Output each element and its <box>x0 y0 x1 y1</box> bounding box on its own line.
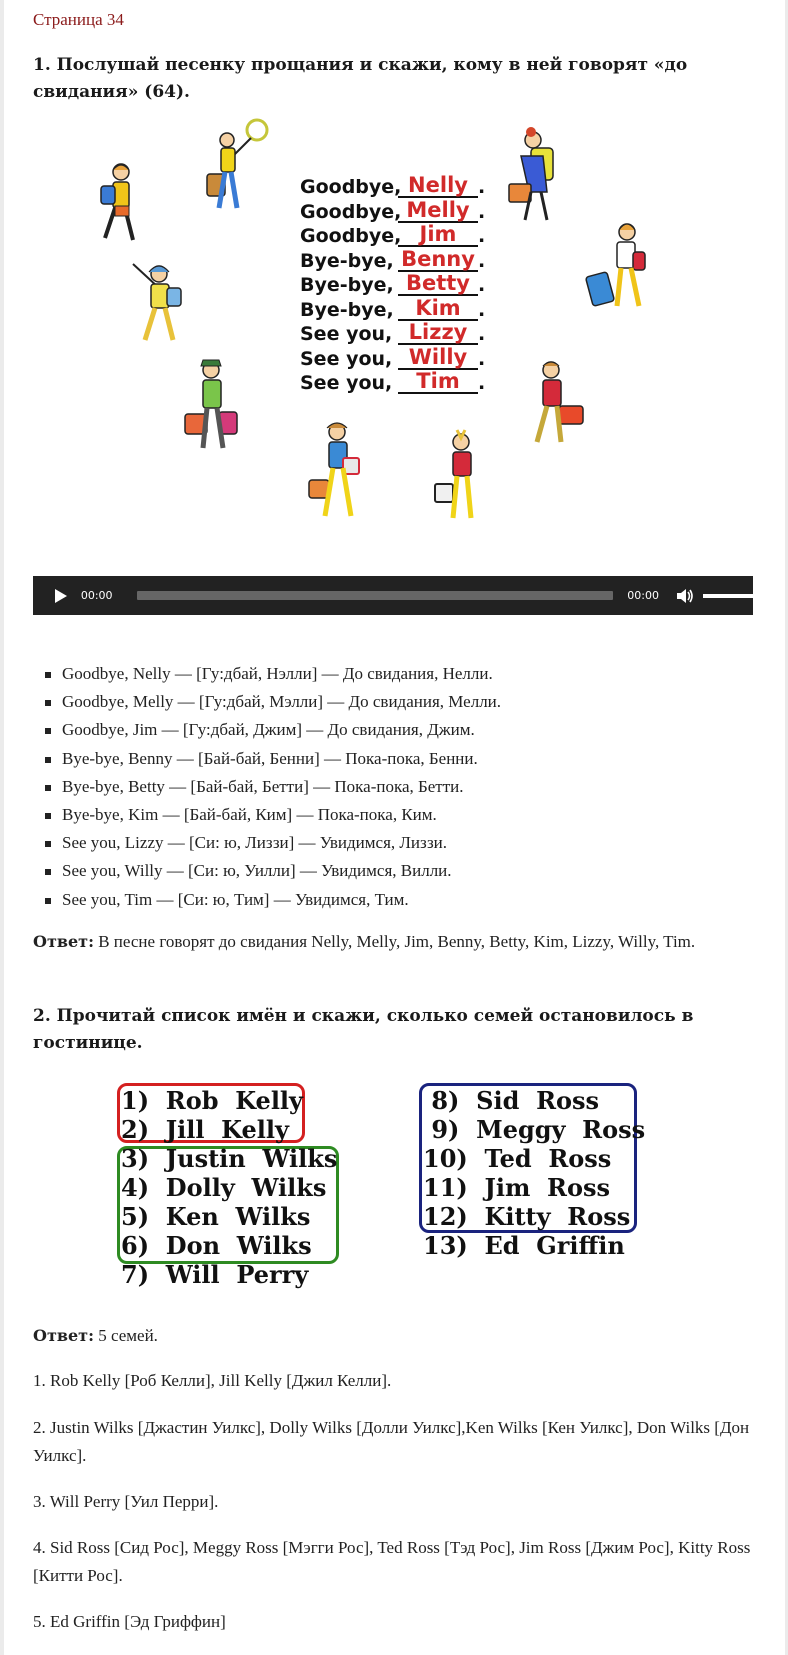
name-item: 6) Don Wilks <box>121 1231 312 1260</box>
child-with-net-illustration <box>201 118 271 214</box>
child-with-trolley-illustration <box>583 218 655 320</box>
child-with-fishing-rod-illustration <box>129 258 193 348</box>
task2-title: 2. Прочитай список имён и скажи, сколько семей остановилось в гостинице. <box>33 1006 694 1053</box>
song-line: See you, Lizzy . <box>300 320 486 345</box>
list-item: Goodbye, Nelly — [Гу:дбай, Нэлли] — До свидания, Нелли. <box>33 660 501 688</box>
name-item: 5) Ken Wilks <box>121 1202 311 1231</box>
girl-with-basket-illustration <box>431 428 493 524</box>
answer-label: Ответ: <box>33 1326 94 1345</box>
volume-slider[interactable] <box>703 589 753 603</box>
boy-with-bags-illustration <box>183 358 247 458</box>
answer-label: Ответ: <box>33 932 94 951</box>
song-line: See you, Tim . <box>300 369 486 394</box>
task2-answer <box>33 1322 751 1350</box>
page-label: Страница 34 <box>33 10 124 29</box>
answer-text: 5 семей. <box>93 1326 158 1345</box>
song-answer: Betty <box>398 272 478 296</box>
boy-with-basket-illustration <box>305 418 371 522</box>
task1-answer <box>33 928 751 956</box>
name-item: 1) Rob Kelly <box>121 1086 303 1115</box>
volume-icon[interactable] <box>675 586 695 606</box>
page-edge-left <box>0 0 4 1655</box>
song-answer: Nelly <box>398 174 478 198</box>
song-answer: Kim <box>398 297 478 321</box>
list-item: Bye-bye, Kim — [Бай-бай, Ким] — Пока-пока, Ким. <box>33 801 501 829</box>
name-item: 11) Jim Ross <box>423 1173 611 1202</box>
play-icon[interactable] <box>49 584 73 608</box>
song-line: Goodbye, Nelly . <box>300 173 486 198</box>
name-item: 8) Sid Ross <box>423 1086 600 1115</box>
song-line: Goodbye, Jim . <box>300 222 486 247</box>
list-item: See you, Tim — [Си: ю, Тим] — Увидимся, Тим. <box>33 886 501 914</box>
song-line: Bye-bye, Betty . <box>300 271 486 296</box>
song-answer: Lizzy <box>398 321 478 345</box>
song-line: Bye-bye, Benny . <box>300 246 486 272</box>
list-item: Bye-bye, Betty — [Бай-бай, Бетти] — Пока-пока, Бетти. <box>33 773 501 801</box>
song-line: Goodbye, Melly . <box>300 197 486 223</box>
name-item: 7) Will Perry <box>121 1260 309 1289</box>
song-answer: Jim <box>398 223 478 247</box>
name-item: 4) Dolly Wilks <box>121 1173 327 1202</box>
name-item: 9) Meggy Ross <box>423 1115 646 1144</box>
song-line: Bye-bye, Kim . <box>300 295 486 321</box>
name-item: 3) Justin Wilks <box>121 1144 338 1173</box>
list-item: Goodbye, Jim — [Гу:дбай, Джим] — До свидания, Джим. <box>33 716 501 744</box>
vocab-list <box>33 660 501 914</box>
audio-duration: 00:00 <box>627 589 659 602</box>
family-line: 2. Justin Wilks [Джастин Уилкс], Dolly Wilks [Долли Уилкс],Ken Wilks [Кен Уилкс], Don Wilks [Дон Уилкс]. <box>33 1418 750 1465</box>
song-answer: Melly <box>398 199 478 223</box>
family-line: 4. Sid Ross [Сид Рос], Meggy Ross [Мэгги Рос], Ted Ross [Тэд Рос], Jim Ross [Джим Рос], Kitty Ross [Китти Рос]. <box>33 1538 751 1585</box>
name-item: 12) Kitty Ross <box>423 1202 631 1231</box>
audio-progress-bar[interactable] <box>137 591 614 600</box>
name-item: 2) Jill Kelly <box>121 1115 289 1144</box>
song-answer: Benny <box>398 248 478 272</box>
answer-text: В песне говорят до свидания Nelly, Melly, Jim, Benny, Betty, Kim, Lizzy, Willy, Tim. <box>93 932 696 951</box>
list-item: See you, Lizzy — [Си: ю, Лиззи] — Увидимся, Лиззи. <box>33 829 501 857</box>
list-item: See you, Willy — [Си: ю, Уилли] — Увидимся, Вилли. <box>33 857 501 885</box>
family-line: 5. Ed Griffin [Эд Гриффин] <box>33 1612 226 1631</box>
girl-with-suitcase-illustration <box>503 126 571 226</box>
name-item: 13) Ed Griffin <box>423 1231 625 1260</box>
names-list-illustration <box>33 1080 753 1300</box>
song-illustration <box>33 118 753 558</box>
song-answer: Tim <box>398 370 478 394</box>
list-item: Bye-bye, Benny — [Бай-бай, Бенни] — Пока-пока, Бенни. <box>33 745 501 773</box>
list-item: Goodbye, Melly — [Гу:дбай, Мэлли] — До свидания, Мелли. <box>33 688 501 716</box>
song-line: See you, Willy . <box>300 344 486 370</box>
family-line: 1. Rob Kelly [Роб Келли], Jill Kelly [Джил Келли]. <box>33 1371 392 1390</box>
audio-current-time: 00:00 <box>80 589 113 602</box>
song-answer: Willy <box>398 346 478 370</box>
child-with-backpack-illustration <box>91 160 147 250</box>
family-line: 3. Will Perry [Уил Перри]. <box>33 1492 219 1511</box>
audio-player <box>33 576 753 615</box>
task1-title: 1. Послушай песенку прощания и скажи, кому в ней говорят «до свидания» (64). <box>33 55 688 102</box>
name-item: 10) Ted Ross <box>423 1144 612 1173</box>
boy-with-red-case-illustration <box>523 358 589 450</box>
